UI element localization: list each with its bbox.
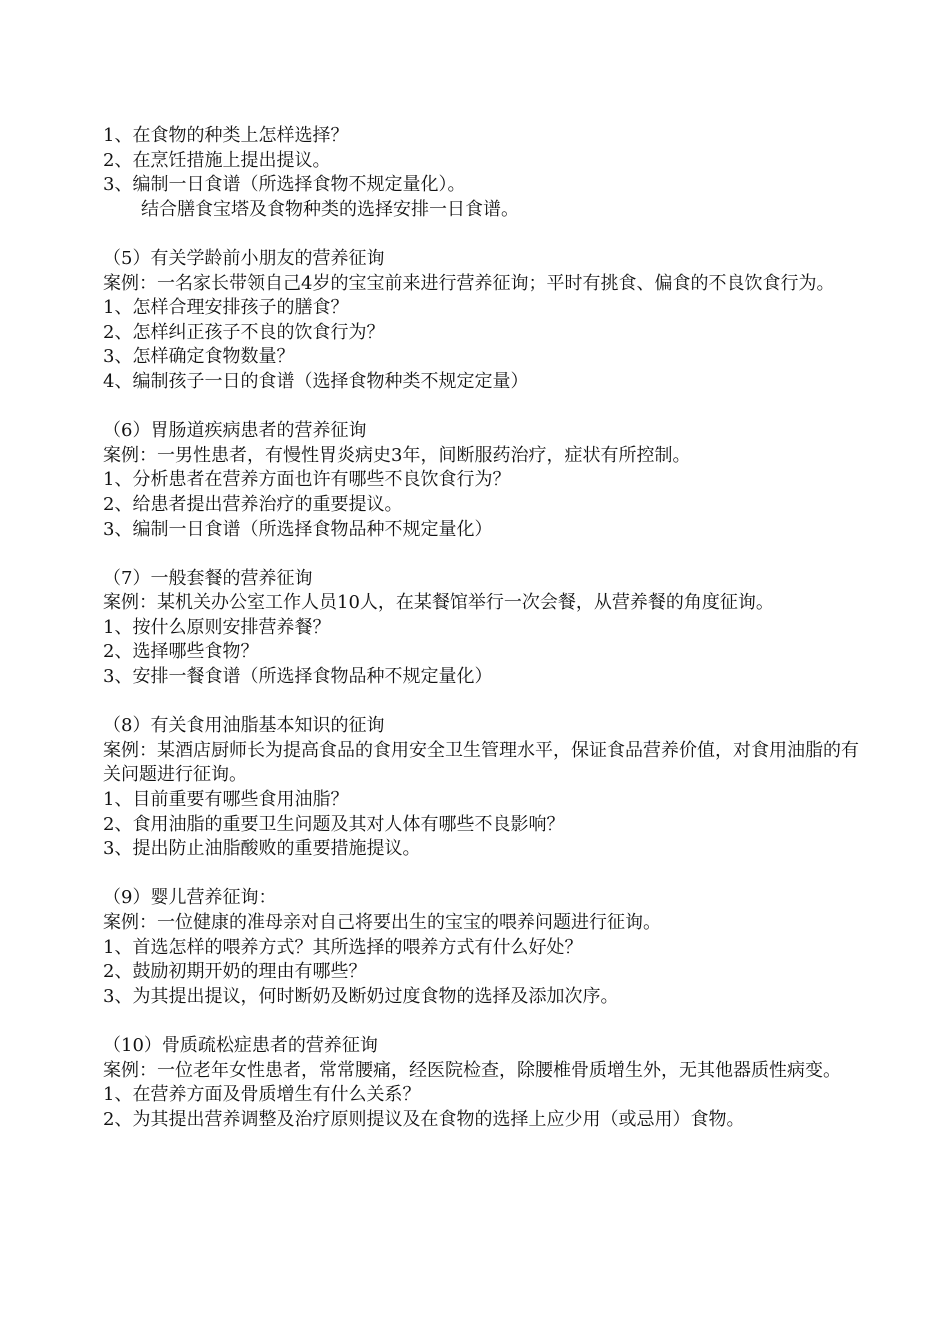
- section-10: [103, 1034, 863, 1132]
- intro-block: [103, 124, 863, 222]
- question-item: 2、鼓励初期开奶的理由有哪些？: [103, 961, 367, 983]
- intro-item: 3、编制一日食谱（所选择食物不规定量化）。: [103, 174, 466, 196]
- question-item: 2、怎样纠正孩子不良的饮食行为？: [103, 321, 385, 343]
- section-title: （7）一般套餐的营养征询: [103, 567, 313, 589]
- intro-item: 2、在烹饪措施上提出提议。: [103, 149, 331, 171]
- section-case: 案例：一男性患者，有慢性胃炎病史3年，间断服药治疗，症状有所控制。: [103, 444, 691, 466]
- question-item: 3、怎样确定食物数量？: [103, 346, 295, 368]
- question-item: 1、在营养方面及骨质增生有什么关系？: [103, 1084, 421, 1106]
- section-9: [103, 886, 863, 1009]
- section-case: 案例：某机关办公室工作人员10人，在某餐馆举行一次会餐，从营养餐的角度征询。: [103, 592, 774, 614]
- section-gap: [103, 542, 863, 567]
- section-title: （8）有关食用油脂基本知识的征询: [103, 715, 385, 737]
- section-7: [103, 567, 863, 690]
- section-8: [103, 714, 863, 862]
- section-6: [103, 419, 863, 542]
- question-item: 4、编制孩子一日的食谱（选择食物种类不规定定量）: [103, 370, 529, 392]
- section-case: 案例：一名家长带领自己4岁的宝宝前来进行营养征询；平时有挑食、偏食的不良饮食行为。: [103, 272, 835, 294]
- section-5: [103, 247, 863, 395]
- question-item: 2、选择哪些食物？: [103, 641, 259, 663]
- question-item: 1、怎样合理安排孩子的膳食？: [103, 297, 349, 319]
- document-body: [103, 124, 863, 1132]
- intro-note: 结合膳食宝塔及食物种类的选择安排一日食谱。: [141, 198, 519, 220]
- section-gap: [103, 1009, 863, 1034]
- question-item: 1、目前重要有哪些食用油脂？: [103, 789, 349, 811]
- question-item: 3、提出防止油脂酸败的重要措施提议。: [103, 838, 421, 860]
- section-case: 案例：一位健康的准母亲对自己将要出生的宝宝的喂养问题进行征询。: [103, 912, 661, 933]
- section-title: （10）骨质疏松症患者的营养征询: [103, 1034, 378, 1056]
- section-gap: [103, 862, 863, 887]
- section-gap: [103, 690, 863, 715]
- section-title: （5）有关学龄前小朋友的营养征询: [103, 247, 385, 269]
- question-item: 1、分析患者在营养方面也许有哪些不良饮食行为？: [103, 469, 511, 491]
- section-title: （9）婴儿营养征询：: [103, 887, 277, 909]
- question-item: 2、食用油脂的重要卫生问题及其对人体有哪些不良影响？: [103, 813, 565, 835]
- section-case: 案例：某酒店厨师长为提高食品的食用安全卫生管理水平，保证食品营养价值，对食用油脂的有关问题进行征询。: [103, 739, 859, 786]
- section-title: （6）胃肠道疾病患者的营养征询: [103, 420, 367, 442]
- section-case: 案例：一位老年女性患者，常常腰痛，经医院检查，除腰椎骨质增生外，无其他器质性病变。: [103, 1059, 841, 1081]
- question-item: 3、安排一餐食谱（所选择食物品种不规定量化）: [103, 666, 493, 688]
- question-item: 2、为其提出营养调整及治疗原则提议及在食物的选择上应少用（或忌用）食物。: [103, 1108, 745, 1130]
- question-item: 3、编制一日食谱（所选择食物品种不规定量化）: [103, 518, 493, 540]
- question-item: 1、按什么原则安排营养餐？: [103, 616, 331, 638]
- question-item: 3、为其提出提议，何时断奶及断奶过度食物的选择及添加次序。: [103, 985, 619, 1007]
- question-item: 2、给患者提出营养治疗的重要提议。: [103, 493, 403, 515]
- intro-item: 1、在食物的种类上怎样选择？: [103, 125, 349, 146]
- question-item: 1、首选怎样的喂养方式？其所选择的喂养方式有什么好处？: [103, 936, 583, 958]
- section-gap: [103, 222, 863, 247]
- section-gap: [103, 395, 863, 420]
